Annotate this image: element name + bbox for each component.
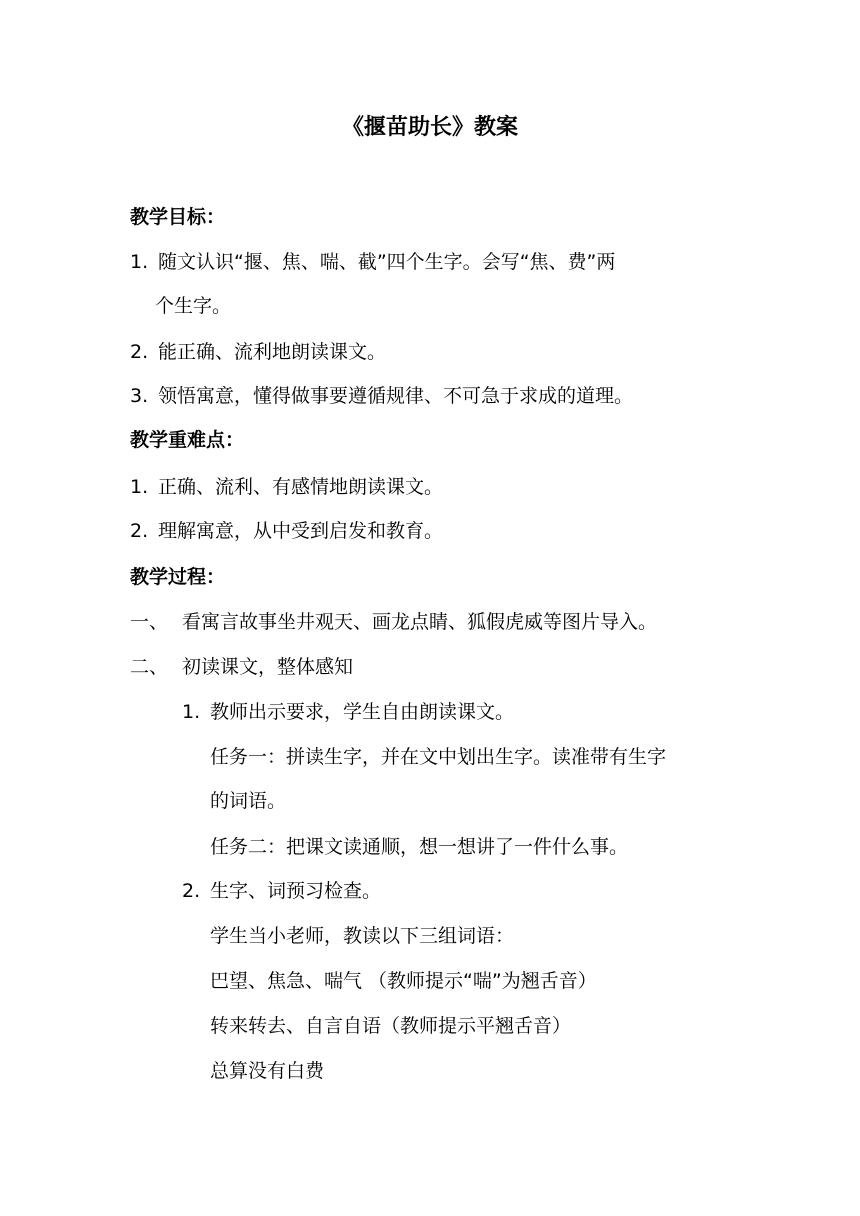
step-detail-line: 巴望、焦急、喘气 （教师提示“喘”为翘舌音） xyxy=(210,970,597,992)
key-point-text: 正确、流利、有感情地朗读课文。 xyxy=(158,476,444,498)
goal-item xyxy=(130,248,615,276)
section-text: 看寓言故事坐井观天、画龙点睛、狐假虎威等图片导入。 xyxy=(182,611,658,633)
process-step xyxy=(182,698,514,726)
goals-heading: 教学目标： xyxy=(130,206,226,228)
step-detail-line: 总算没有白费 xyxy=(210,1060,325,1082)
section-number: 一、 xyxy=(130,611,169,633)
step-detail-line: 任务一：拼读生字，并在文中划出生字。读准带有生字 xyxy=(210,746,667,768)
process-section xyxy=(130,653,353,681)
step-text: 教师出示要求，学生自由朗读课文。 xyxy=(210,701,515,723)
section-number: 二、 xyxy=(130,656,169,678)
goal-number: 1. xyxy=(130,251,149,273)
goal-text: 领悟寓意，懂得做事要遵循规律、不可急于求成的道理。 xyxy=(158,385,634,407)
process-heading: 教学过程： xyxy=(130,566,226,588)
key-point-item xyxy=(130,517,443,545)
key-point-text: 理解寓意，从中受到启发和教育。 xyxy=(158,520,444,542)
step-detail-line: 学生当小老师，教读以下三组词语： xyxy=(210,925,515,947)
goal-text: 随文认识“揠、焦、喘、截”四个生字。会写“焦、费”两 xyxy=(158,251,616,273)
key-point-number: 1. xyxy=(130,476,149,498)
goal-text: 能正确、流利地朗读课文。 xyxy=(158,341,387,363)
goal-number: 3. xyxy=(130,385,149,407)
step-detail-line: 任务二：把课文读通顺，想一想讲了一件什么事。 xyxy=(210,836,629,858)
step-detail-line: 转来转去、自言自语（教师提示平翘舌音） xyxy=(210,1015,572,1037)
process-section xyxy=(130,608,657,636)
key-point-item xyxy=(130,473,443,501)
process-step xyxy=(182,877,381,905)
key-point-number: 2. xyxy=(130,520,149,542)
key-points-heading: 教学重难点： xyxy=(130,429,245,451)
document-title: 《揠苗助长》教案 xyxy=(341,115,518,140)
goal-number: 2. xyxy=(130,341,149,363)
step-number: 2. xyxy=(182,880,201,902)
step-number: 1. xyxy=(182,701,201,723)
section-text: 初读课文，整体感知 xyxy=(182,656,354,678)
step-text: 生字、词预习检查。 xyxy=(210,880,382,902)
goal-item-continuation: 个生字。 xyxy=(155,295,232,317)
goal-item xyxy=(130,338,386,366)
step-detail-line: 的词语。 xyxy=(210,790,287,812)
goal-item xyxy=(130,382,633,410)
